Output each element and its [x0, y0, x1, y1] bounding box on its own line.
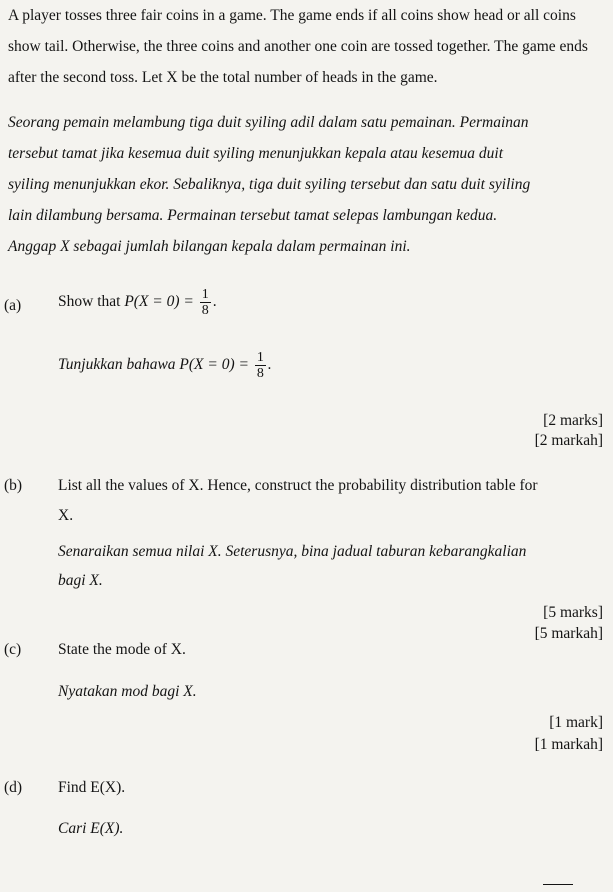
part-c-marks-ms: [1 markah] — [534, 736, 603, 753]
stem-malay-line: lain dilambung bersama. Permainan tersebut tamat selepas lambungan kedua. — [8, 207, 498, 224]
part-a-expression-ms: P(X = 0) = — [179, 356, 249, 374]
fraction-numerator: 1 — [256, 350, 264, 365]
fraction-denominator: 8 — [201, 303, 209, 318]
part-a-malay: Tunjukkan bahawa P(X = 0) = $\frac{1}{8}$ . — [58, 350, 272, 381]
stem-english: A player tosses three fair coins in a game. The game ends if all coins show head or all coins show tail. Otherwise, the three coins and another one coin are tossed together. The game ends after the second toss. Let X be the total number of heads in the game. — [8, 7, 588, 86]
part-a-marks-en: [2 marks] — [543, 412, 603, 429]
part-b-malay-1: Senaraikan semua nilai X. Seterusnya, bina jadual taburan kebarangkalian — [58, 543, 527, 560]
fraction-numerator: 1 — [201, 287, 209, 302]
stem-malay — [8, 107, 605, 262]
part-d-label: (d) — [4, 779, 23, 796]
part-a-en-prefix: Show that — [58, 293, 121, 311]
stem-malay-line: Seorang pemain melambung tiga duit syiling adil dalam satu pemainan. Permainan — [8, 114, 529, 131]
part-a-expression: P(X = 0) = — [124, 293, 194, 311]
part-c-marks-en: [1 mark] — [549, 714, 603, 731]
part-d-malay: Cari E(X). — [58, 820, 124, 837]
fraction-denominator: 8 — [256, 366, 264, 381]
part-b-marks-en: [5 marks] — [543, 604, 603, 621]
part-c-label: (c) — [4, 641, 22, 658]
fraction — [255, 350, 266, 381]
fraction — [200, 287, 211, 318]
part-b-english-2: X. — [58, 507, 74, 524]
part-c-malay: Nyatakan mod bagi X. — [58, 683, 197, 700]
stem-malay-line: Anggap X sebagai jumlah bilangan kepala dalam permainan ini. — [8, 238, 411, 255]
part-c-english: State the mode of X. — [58, 641, 186, 658]
part-a-english: Show that P(X = 0) = $\frac{1}{8}$ . — [58, 287, 217, 318]
stem-malay-line: tersebut tamat jika kesemua duit syiling menunjukkan kepala atau kesemua duit — [8, 145, 504, 162]
part-a-marks-ms: [2 markah] — [534, 432, 603, 449]
part-b-malay-2: bagi X. — [58, 572, 103, 589]
part-d-english: Find E(X). — [58, 779, 126, 796]
stem-malay-line: syiling menunjukkan ekor. Sebaliknya, tiga duit syiling tersebut dan satu duit syiling — [8, 176, 531, 193]
part-b-label: (b) — [4, 477, 23, 494]
part-b-marks-ms: [5 markah] — [534, 625, 603, 642]
part-a-ms-prefix: Tunjukkan bahawa — [58, 356, 176, 374]
part-a-label: (a) — [4, 297, 22, 314]
part-b-english-1: List all the values of X. Hence, construct the probability distribution table for — [58, 477, 538, 494]
